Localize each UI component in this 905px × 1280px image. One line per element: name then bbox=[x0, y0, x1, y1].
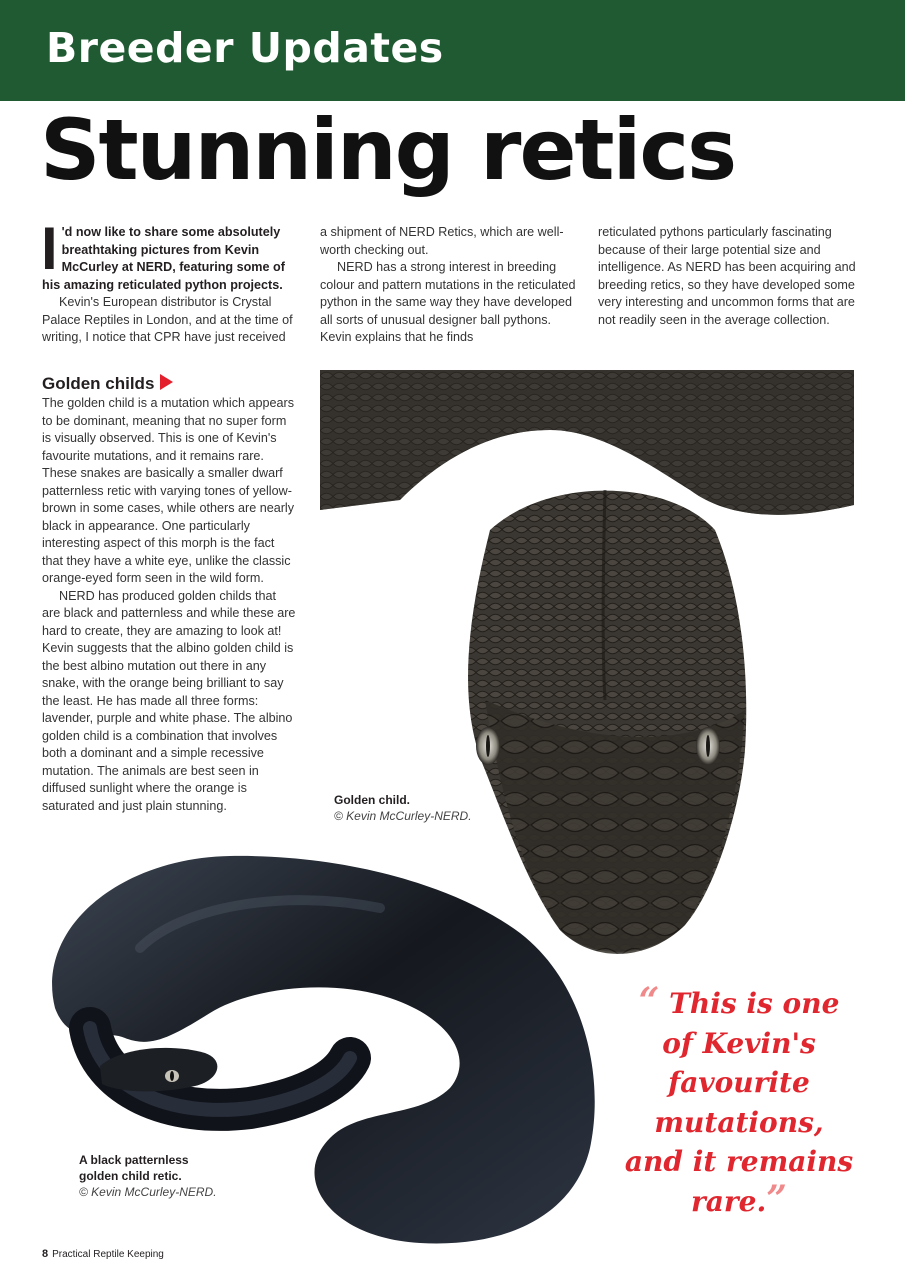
open-quote-mark: “ bbox=[638, 980, 660, 1022]
close-quote-mark: ” bbox=[766, 1177, 787, 1220]
article-headline: Stunning retics bbox=[40, 101, 736, 199]
golden-child-caption: Golden child. © Kevin McCurley-NERD. bbox=[334, 793, 472, 823]
body-column bbox=[42, 395, 297, 815]
intro-column-1 bbox=[41, 215, 302, 347]
intro-paragraph: Kevin's European distributor is Crystal Palace Reptiles in London, and at the time of writing, I notice that CPR have just received bbox=[42, 295, 293, 344]
intro-paragraph: reticulated pythons particularly fascinating because of their large potential size and intelligence. As NERD has been acquiring and breeding retics, so they have developed some very interesting and uncommon forms that are not readily seen in the average collection. bbox=[598, 225, 856, 327]
section-subhead: Golden childs bbox=[42, 372, 173, 396]
page-number: 8 bbox=[42, 1248, 49, 1260]
body-paragraph: The golden child is a mutation which appears to be dominant, meaning that no super form is visually observed. This is one of Kevin's favourite mutations, and it remains rare. These snakes are basically a smaller dwarf patternless retic with varying tones of yellow-brown in some cases, while others are nearly black in appearance. One particularly interesting aspect of this morph is the fact that they have a white eye, unlike the classic orange-eyed form seen in the wild form. bbox=[42, 396, 295, 585]
page-footer bbox=[42, 1248, 164, 1260]
intro-paragraph: a shipment of NERD Retics, which are well-worth checking out. bbox=[320, 225, 564, 257]
section-banner bbox=[0, 0, 905, 101]
black-patternless-caption: A black patternless golden child retic. © Kevin McCurley-NERD. bbox=[79, 1153, 217, 1199]
intro-column-2 bbox=[320, 224, 582, 347]
section-title: Breeder Updates bbox=[46, 24, 444, 72]
publication-name: Practical Reptile Keeping bbox=[52, 1249, 164, 1260]
triangle-arrow-icon bbox=[160, 374, 173, 390]
drop-cap: I bbox=[41, 215, 58, 282]
intro-paragraph: NERD has a strong interest in breeding colour and pattern mutations in the reticulated python in the same way they have developed all sorts of unusual designer ball pythons. Kevin explains that he finds bbox=[320, 260, 576, 344]
body-paragraph: NERD has produced golden childs that are black and patternless and while these are hard to create, they are amazing to look at! Kevin suggests that the albino golden child is the best albino mutation out there in any snake, with the orange being brilliant to say the least. He has made all three forms: lavender, purple and white phase. The albino golden child is a combination that involves both a dominant and a simple recessive mutation. The animals are best seen in diffused sunlight where the orange is saturated and just plain stunning. bbox=[42, 588, 296, 813]
pull-quote: “ This is one of Kevin's favourite mutations, and it remains rare.” bbox=[624, 980, 854, 1220]
intro-column-3 bbox=[598, 224, 860, 329]
lead-paragraph: I 'd now like to share some absolutely breathtaking pictures from Kevin McCurley at NERD, featuring some of his amazing reticulated python projects. bbox=[41, 215, 285, 292]
